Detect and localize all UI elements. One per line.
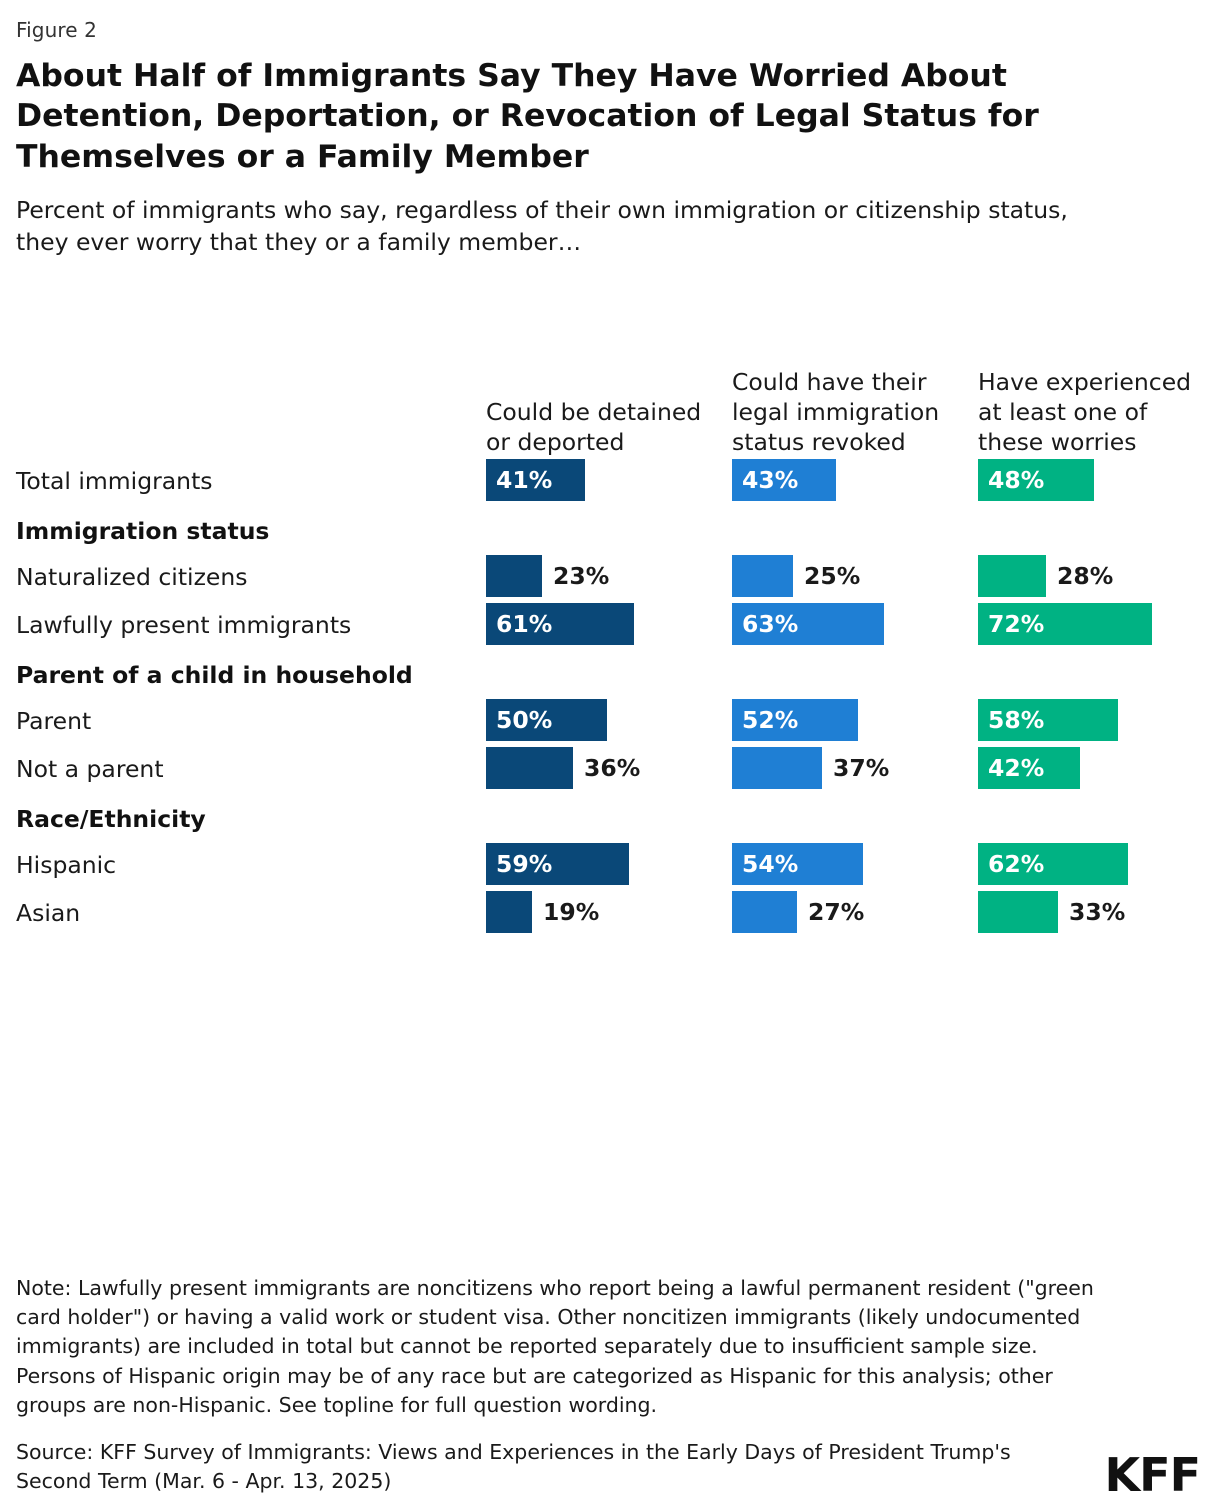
row-label: Hispanic (16, 851, 117, 880)
chart-data-row (16, 745, 1204, 791)
row-label-cell (16, 899, 486, 935)
bar (732, 699, 858, 741)
row-label: Not a parent (16, 755, 164, 784)
bar-wrap (486, 457, 732, 503)
chart-group-row (16, 793, 1204, 839)
bar-value-label: 62% (988, 850, 1045, 879)
bar-cell (486, 457, 732, 503)
bar-cell (732, 457, 978, 503)
bar-value-label: 25% (804, 562, 861, 591)
bar (978, 891, 1058, 933)
row-label: Total immigrants (16, 466, 213, 495)
bar (732, 603, 884, 645)
bar-value-label: 42% (988, 754, 1045, 783)
bar (486, 843, 629, 885)
bar-value-label: 50% (496, 706, 553, 735)
group-label: Race/Ethnicity (16, 805, 206, 834)
chart-rows (16, 457, 1204, 936)
chart-group-row (16, 505, 1204, 551)
bar-value-label: 19% (543, 898, 600, 927)
chart-subtitle: Percent of immigrants who say, regardless of their own immigration or citizenship status, they ever worry that they or a family member… (16, 195, 1068, 256)
row-label-cell (16, 755, 486, 791)
bar-cell (486, 745, 732, 791)
bar-cell (732, 601, 978, 647)
bar-wrap (978, 601, 1204, 647)
bar (732, 555, 793, 597)
group-label-cell (16, 793, 486, 839)
column-header-row (16, 281, 1204, 457)
bar-cell (732, 553, 978, 599)
bar (486, 555, 542, 597)
row-label: Naturalized citizens (16, 562, 248, 591)
bar-wrap (486, 553, 732, 599)
bar-wrap (732, 841, 978, 887)
bar-cell (486, 841, 732, 887)
column-header-label: Have experienced at least one of these worries (978, 367, 1192, 456)
chart-data-row (16, 601, 1204, 647)
bar-cell (732, 841, 978, 887)
bar (978, 555, 1046, 597)
bar-wrap (486, 841, 732, 887)
group-label-cell (16, 649, 486, 695)
bar-value-label: 36% (584, 754, 641, 783)
bar-wrap (732, 889, 978, 935)
row-label: Parent (16, 707, 92, 736)
chart-data-row (16, 553, 1204, 599)
bar-value-label: 37% (833, 754, 890, 783)
bar-wrap (978, 889, 1204, 935)
chart-grid (16, 281, 1204, 936)
chart-data-row (16, 457, 1204, 503)
row-label-cell (16, 563, 486, 599)
column-header-label: Could have their legal immigration status revoked (732, 367, 940, 456)
bar (732, 747, 822, 789)
group-label: Immigration status (16, 516, 270, 545)
bar (978, 843, 1128, 885)
bar-wrap (486, 745, 732, 791)
bar-value-label: 41% (496, 465, 553, 494)
column-header-any-worry (978, 367, 1204, 457)
bar-cell (732, 745, 978, 791)
bar-cell (732, 697, 978, 743)
chart-group-row (16, 649, 1204, 695)
bar-wrap (486, 697, 732, 743)
bar-cell (978, 889, 1204, 935)
bar-value-label: 72% (988, 610, 1045, 639)
bar (486, 459, 585, 501)
bar (978, 603, 1152, 645)
bar-value-label: 28% (1057, 562, 1114, 591)
bar-value-label: 63% (742, 610, 799, 639)
bar-value-label: 58% (988, 706, 1045, 735)
bar-value-label: 23% (553, 562, 610, 591)
bar (486, 891, 532, 933)
bar-value-label: 43% (742, 465, 799, 494)
bar (732, 843, 863, 885)
bar-wrap (486, 889, 732, 935)
bar-wrap (486, 601, 732, 647)
row-label-cell (16, 851, 486, 887)
bar-cell (978, 745, 1204, 791)
group-label: Parent of a child in household (16, 661, 413, 690)
bar-wrap (978, 457, 1204, 503)
bar-value-label: 61% (496, 610, 553, 639)
source-row (16, 1438, 1204, 1504)
bar (978, 747, 1080, 789)
chart-note: Note: Lawfully present immigrants are noncitizens who report being a lawful permanent resident ("green card holder") or having a valid work or student visa. Other noncitizen immigrants (likely undocumented immigrants) are included in total but cannot be reported separately due to insufficient sample size. Persons of Hispanic origin may be of any race but are categorized as Hispanic for this analysis; other groups are non-Hispanic. See topline for full question wording. (16, 1276, 1094, 1417)
column-header-status-revoked (732, 367, 978, 457)
row-label-cell (16, 707, 486, 743)
chart-data-row (16, 889, 1204, 935)
bar (732, 459, 836, 501)
chart-source: Source: KFF Survey of Immigrants: Views and Experiences in the Early Days of President Trump's Second Term (Mar. 6 - Apr. 13, 2025) (16, 1439, 1011, 1493)
bar-wrap (732, 745, 978, 791)
bar-cell (486, 697, 732, 743)
row-label: Asian (16, 899, 81, 928)
row-label: Lawfully present immigrants (16, 610, 352, 639)
bar-cell (978, 841, 1204, 887)
bar-wrap (978, 697, 1204, 743)
bar-wrap (732, 553, 978, 599)
bar-wrap (978, 553, 1204, 599)
bar-cell (486, 889, 732, 935)
bar-wrap (732, 457, 978, 503)
bar-cell (978, 697, 1204, 743)
bar-wrap (978, 745, 1204, 791)
figure-label: Figure 2 (16, 18, 97, 42)
bar (978, 699, 1118, 741)
chart-footer (16, 1274, 1204, 1504)
bar (732, 891, 797, 933)
bar (486, 747, 573, 789)
row-label-cell (16, 467, 486, 503)
column-header-detained (486, 397, 732, 457)
bar-wrap (732, 601, 978, 647)
bar-cell (978, 601, 1204, 647)
chart-title: About Half of Immigrants Say They Have Worried About Detention, Deportation, or Revocation of Legal Status for Themselves or a Family Member (16, 58, 1039, 175)
kff-logo: KFF (1104, 1448, 1200, 1502)
bar-value-label: 48% (988, 465, 1045, 494)
bar-cell (486, 553, 732, 599)
row-label-cell (16, 611, 486, 647)
bar-value-label: 59% (496, 850, 553, 879)
bar-value-label: 27% (808, 898, 865, 927)
bar-cell (978, 457, 1204, 503)
bar-cell (978, 553, 1204, 599)
chart-data-row (16, 841, 1204, 887)
chart-data-row (16, 697, 1204, 743)
bar-value-label: 54% (742, 850, 799, 879)
bar-wrap (732, 697, 978, 743)
bar-cell (732, 889, 978, 935)
bar (486, 699, 607, 741)
bar (978, 459, 1094, 501)
bar-cell (486, 601, 732, 647)
bar (486, 603, 634, 645)
group-label-cell (16, 505, 486, 551)
column-header-label: Could be detained or deported (486, 397, 702, 456)
bar-wrap (978, 841, 1204, 887)
bar-value-label: 33% (1069, 898, 1126, 927)
bar-value-label: 52% (742, 706, 799, 735)
